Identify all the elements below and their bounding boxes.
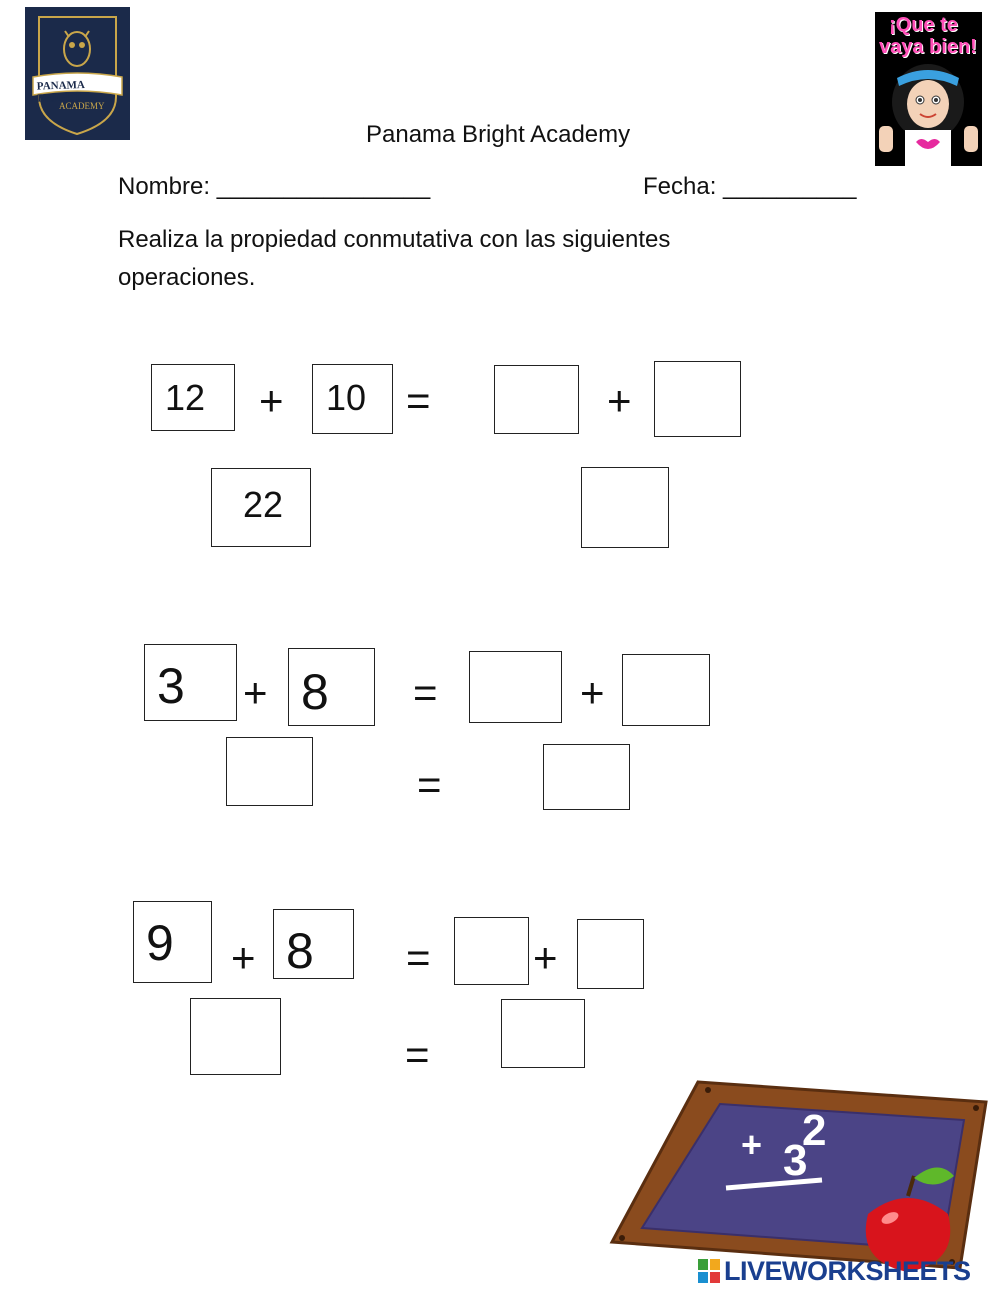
chalk-top-number: 2 [802, 1106, 827, 1155]
school-name: Panama Bright Academy [366, 121, 631, 148]
ex1-equals-sign: = [406, 377, 431, 424]
instruction-line-2: operaciones. [118, 264, 256, 291]
ex3-equals-sign: = [406, 934, 431, 981]
ex3-answer-a-input[interactable] [455, 918, 532, 986]
ex2-equals-sign: = [413, 669, 438, 716]
logo-text-1: PANAMA BRIGHT [36, 78, 85, 105]
ex2-answer-sum-input[interactable] [544, 745, 633, 811]
ex1-answer-a-box[interactable] [494, 365, 579, 434]
ex2-addend-a-box [144, 644, 237, 721]
ex1-plus-sign-2: + [607, 377, 632, 424]
ex2-addend-b: 8 [301, 664, 329, 720]
ex1-addend-b-box [312, 364, 393, 434]
name-field[interactable]: Nombre: ________________ [118, 173, 431, 200]
ex2-answer-b-input[interactable] [623, 655, 713, 727]
ex2-equals-sign-2: = [417, 761, 442, 808]
ex3-addend-b-box [273, 909, 354, 979]
ex1-answer-a-input[interactable] [495, 366, 582, 435]
ex2-plus-sign: + [243, 669, 268, 716]
ex2-answer-sum-box[interactable] [543, 744, 630, 810]
ex2-sum-input[interactable] [227, 738, 316, 807]
chalkboard-illustration [608, 1072, 993, 1272]
ex3-addend-a-box [133, 901, 212, 983]
ex3-plus-sign-2: + [533, 934, 558, 981]
ex1-answer-sum-input[interactable] [582, 468, 672, 549]
ex3-answer-a-box[interactable] [454, 917, 529, 985]
liveworksheets-text: LIVEWORKSHEETS [724, 1256, 971, 1286]
logo-text-2: ACADEMY [59, 101, 105, 111]
sticker-text-1: ¡Que te [889, 14, 958, 36]
ex1-answer-b-box[interactable] [654, 361, 741, 437]
ex1-sum-box [211, 468, 311, 547]
ex3-equals-sign-2: = [405, 1031, 430, 1078]
ex3-answer-sum-input[interactable] [502, 1000, 588, 1069]
ex1-addend-a-box [151, 364, 235, 431]
ex1-plus-sign: + [259, 377, 284, 424]
ex2-answer-b-box[interactable] [622, 654, 710, 726]
ex3-sum-box[interactable] [190, 998, 281, 1075]
owl-crest-icon [25, 7, 130, 140]
greeting-sticker [875, 12, 982, 166]
ex2-addend-a: 3 [157, 658, 185, 714]
ex2-answer-a-box[interactable] [469, 651, 562, 723]
ex2-plus-sign-2: + [580, 669, 605, 716]
instruction-line-1: Realiza la propiedad conmutativa con las siguientes [118, 226, 671, 253]
sticker-text-2: vaya bien! [879, 36, 977, 58]
ex1-sum: 22 [243, 484, 284, 525]
ex2-sum-box[interactable] [226, 737, 313, 806]
school-logo [25, 7, 130, 140]
ex1-addend-b: 10 [326, 377, 367, 418]
chalk-bottom-number: 3 [783, 1136, 808, 1185]
ex1-answer-b-input[interactable] [655, 362, 744, 438]
date-field[interactable]: Fecha: __________ [643, 173, 857, 200]
ex3-plus-sign: + [231, 934, 256, 981]
ex2-answer-a-input[interactable] [470, 652, 565, 724]
ex3-answer-b-box[interactable] [577, 919, 644, 989]
liveworksheets-logo [698, 1256, 994, 1286]
chalk-plus: + [741, 1124, 763, 1165]
ex3-answer-b-input[interactable] [578, 920, 647, 990]
ex2-addend-b-box [288, 648, 375, 726]
girl-avatar-icon [875, 60, 982, 166]
ex3-sum-input[interactable] [191, 999, 284, 1076]
ex1-answer-sum-box[interactable] [581, 467, 669, 548]
ex3-answer-sum-box[interactable] [501, 999, 585, 1068]
ex1-addend-a: 12 [165, 377, 206, 418]
ex3-addend-a: 9 [146, 915, 174, 971]
liveworksheets-blocks-icon [698, 1259, 720, 1283]
ex3-addend-b: 8 [286, 923, 314, 979]
